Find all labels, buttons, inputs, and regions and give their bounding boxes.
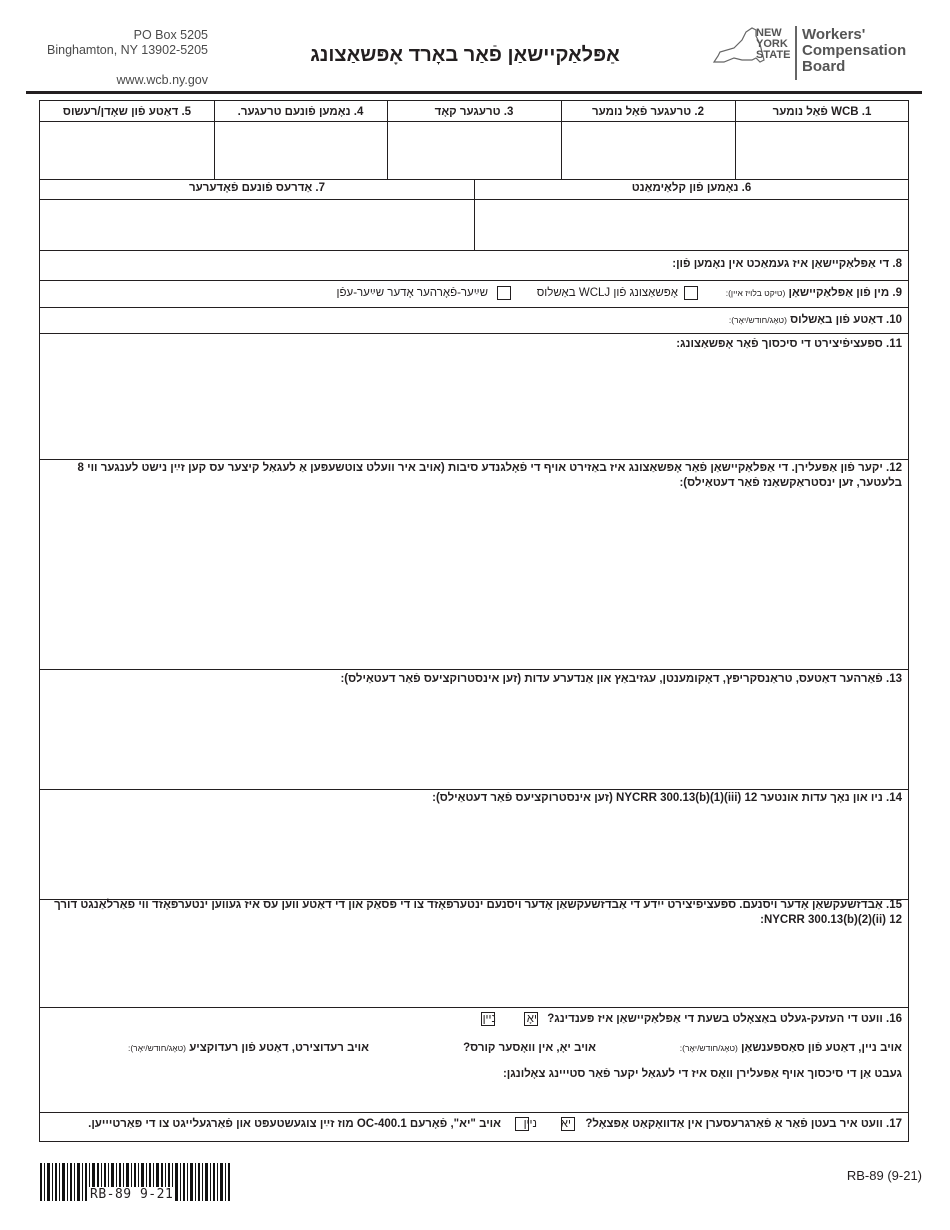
row-divider xyxy=(40,333,908,334)
application-type-title: 9. מין פֿון אַפּלאַקיישאַן xyxy=(788,287,902,299)
label-issues-for-review: 11. ספּעציפֿיצירט די סיכסוך פֿאַר אָפּשאַצונג: xyxy=(676,338,902,350)
label-objection-exception: 15. אַבדזשעקשאַן אָדער ויסנעם. ספּעציפֿיצירט ייִדע די אַבדזשעקשאַן אָדער ויסנעם ינטערפּאָזד צו די פּסאַק און די דאַטע ווען עס איז געווען ינטערפּאָזד ווי פֿאַרלאַנגט דורך xyxy=(54,899,902,911)
logo-divider xyxy=(795,26,797,80)
logo-state-name xyxy=(756,28,790,61)
application-type-note: (טיקט בלויז איין): xyxy=(725,288,786,298)
label-on-behalf-of: 8. די אַפּלאַקיישאַן איז געמאַכט אין נאָמען פֿון: xyxy=(672,258,902,270)
logo-state-word: NEW xyxy=(756,27,782,39)
row-divider xyxy=(40,789,908,790)
row-divider xyxy=(40,669,908,670)
label-carrier-name: 4. נאָמען פֿונעם טרעגער. xyxy=(237,106,364,118)
suspension-date-title: אויב ניין, דאַטע פֿון סאַספּענשאַן xyxy=(741,1042,902,1054)
attorney-fee-no-label: ניין xyxy=(523,1118,537,1130)
row-divider xyxy=(40,250,908,251)
label-suspension-date xyxy=(680,1041,902,1056)
row-divider xyxy=(40,280,908,281)
label-grounds-for-appeal: 12. יקער פֿון אַפּעלירן. די אַפּלאַקיישאַן פֿאַר אָפּשאַצונג איז באַזירט אויף די פֿאָלגנדע סיבות (אויב איר וועלט צוטשעפּען אַ לעגאַל קיצער עס קען זײַן נישט לענגער ווי 8 xyxy=(77,462,902,474)
on-behalf-of-input[interactable] xyxy=(44,254,664,276)
hearing-evidence-textarea[interactable] xyxy=(42,691,908,787)
requester-address-input[interactable] xyxy=(40,200,474,250)
reduction-date-note: (טאָג/חודש/יאָר): xyxy=(127,1043,186,1053)
appeal-form xyxy=(39,100,909,1142)
suspension-date-note: (טאָג/חודש/יאָר): xyxy=(679,1043,738,1053)
decision-date-title: 10. דאַטע פֿון באַשלוס xyxy=(790,314,902,326)
logo-agency-word: Workers' xyxy=(802,26,866,43)
label-carrier-code: 3. טרעגער קאָד xyxy=(434,106,514,118)
label-carrier-case-number: 2. טרעגער פֿאַל נומער xyxy=(592,106,704,118)
row-divider xyxy=(40,307,908,308)
reduction-date-title: אויב רעדוצירט, דאַטע פֿון רעדוקציע xyxy=(189,1042,369,1054)
label-hearing-dates-evidence: 13. פֿאַרהער דאַטעס, טראַנסקריפּץ, דאָקומענטן, עגזיבאַץ און אַנדערע עדות (זען אינסטרוקציעס פֿאַר דעטאַילס): xyxy=(340,673,902,685)
decision-date-note: (טאָג/חודש/יאָר): xyxy=(728,315,787,325)
label-payments-continue: 16. וועט די העזעק-געלט באַצאָלט בשעת די אַפּלאַקיישאַן איז פּענדינג? xyxy=(547,1013,902,1025)
logo-agency-word: Board xyxy=(802,58,846,75)
website-link[interactable]: www.wcb.ny.gov xyxy=(116,73,208,87)
label-reduction-date xyxy=(128,1041,369,1056)
stay-basis-input[interactable] xyxy=(44,1085,904,1109)
logo-state-word: YORK xyxy=(756,38,788,50)
row-divider xyxy=(40,1112,908,1113)
carrier-case-number-input[interactable] xyxy=(562,122,735,179)
address-line-2: Binghamton, NY 13902-5205 xyxy=(47,43,208,57)
payments-yes-label: יאָ xyxy=(526,1013,537,1025)
label-claimant-name: 6. נאָמען פֿון קלאַימאַנט xyxy=(631,182,752,194)
grounds-for-appeal-textarea[interactable] xyxy=(42,495,908,667)
label-grounds-for-appeal-cont: בלעטער, זען ינסטראַקשאַנז פֿאַר דעטאַילס): xyxy=(679,477,902,489)
barcode-label: RB-89 9-21 xyxy=(90,1187,174,1202)
payments-no-label: ניין xyxy=(482,1013,496,1025)
label-stay-basis: געבט אַן די סיכסוך אויף אַפּעלירן וואָס איז די לעגאַל יקער פֿאַר סטייינג צאָלונגן: xyxy=(502,1068,902,1080)
mailing-address xyxy=(20,28,208,58)
accident-date-input[interactable] xyxy=(40,122,214,179)
label-wcb-case-number: 1. WCB פֿאַל נומער xyxy=(772,106,872,118)
rehearing-checkbox[interactable] xyxy=(497,286,511,300)
wclj-decision-checkbox[interactable] xyxy=(684,286,698,300)
header-rule xyxy=(26,91,922,94)
label-new-evidence: 14. ניו און נאָך עדות אונטער 12 NYCRR 300.13(b)(1)(iii) (זען אינסטרוקציעס פֿאַר דעטאַילס): xyxy=(432,792,902,804)
decision-date-input[interactable] xyxy=(44,310,714,330)
wcb-case-number-input[interactable] xyxy=(736,122,909,179)
carrier-name-input[interactable] xyxy=(215,122,387,179)
label-decision-date xyxy=(729,313,902,328)
logo-state-word: STATE xyxy=(756,49,791,61)
label-objection-exception-cont: 12 NYCRR 300.13(b)(2)(ii): xyxy=(760,914,902,926)
rehearing-option: שײַער-פֿאָרהער אָדער שײַער-עפֿן xyxy=(336,287,488,299)
new-evidence-textarea[interactable] xyxy=(42,811,908,897)
label-requester-address: 7. אַדרעס פֿונעם פֿאָדערער xyxy=(188,182,326,194)
claimant-name-input[interactable] xyxy=(475,200,909,250)
attorney-fee-instruction: אויב "יא", פֿאָרעם OC-400.1 מוז זײַן צוגעשטעפּט און פֿאַרגעלייגט צו די פּאַרטיייען. xyxy=(88,1118,501,1130)
logo-agency-word: Compensation xyxy=(802,42,907,59)
form-number: RB-89 (9-21) xyxy=(846,1168,922,1183)
label-application-type xyxy=(726,286,902,301)
logo-agency-name xyxy=(802,27,906,75)
issues-for-review-textarea[interactable] xyxy=(42,355,908,457)
label-payment-rate: אויב יאָ, אין וואָסער קורס? xyxy=(463,1042,596,1054)
label-attorney-fee: 17. וועט איר בעטן פֿאַר אַ פֿאַרגרעסערן אין אַדוואָקאַט אָפּצאָל? xyxy=(585,1118,902,1130)
address-line-1: PO Box 5205 xyxy=(133,28,208,42)
attorney-fee-yes-label: יא xyxy=(560,1118,571,1130)
wclj-decision-option: אָפּשאַצונג פֿון WCLJ באַשלוס xyxy=(536,287,678,299)
carrier-code-input[interactable] xyxy=(388,122,561,179)
objection-textarea[interactable] xyxy=(42,931,908,1005)
label-accident-date: 5. דאַטע פֿון שאָדן/רעשוס xyxy=(62,106,192,118)
row-divider xyxy=(40,1007,908,1008)
row-divider xyxy=(40,459,908,460)
document-title: אַפּלאַקיישאַן פֿאַר באָרד אָפּשאַצונג xyxy=(310,44,620,66)
